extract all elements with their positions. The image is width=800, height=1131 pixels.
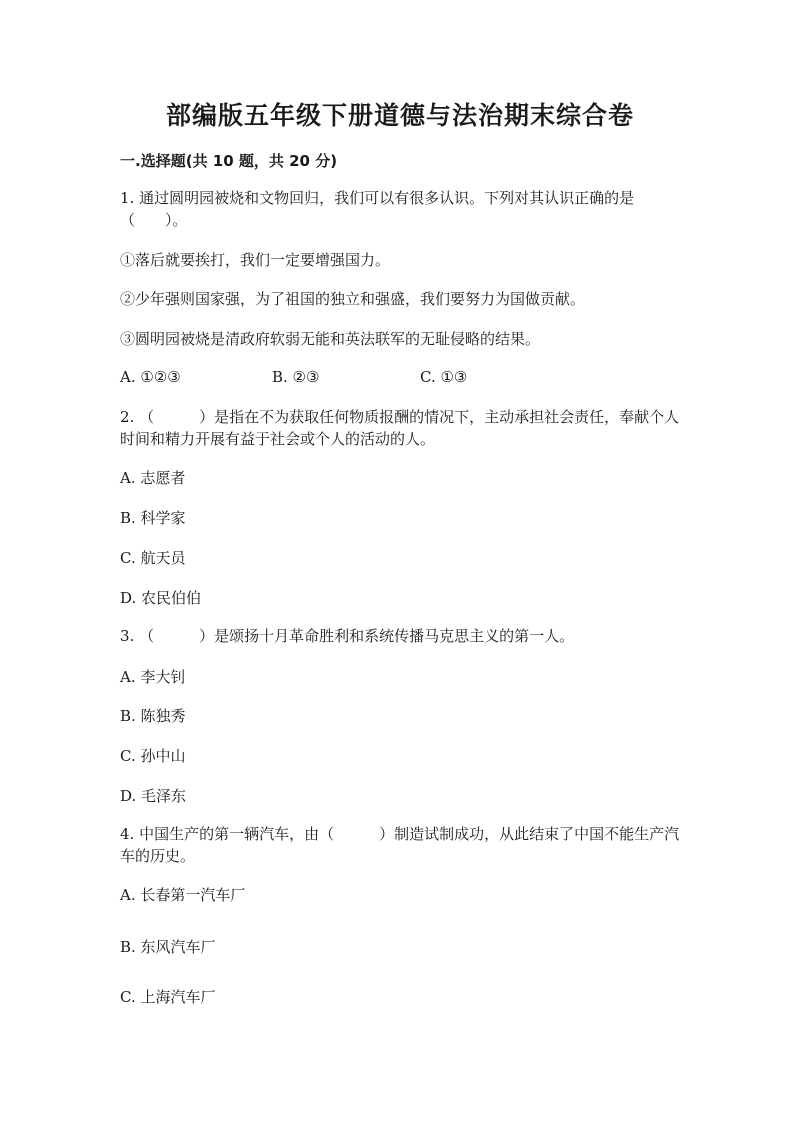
page-title: 部编版五年级下册道德与法治期末综合卷	[165, 101, 634, 130]
question-4-option-a: A. 长春第一汽车厂	[120, 886, 246, 904]
question-1-stem: 1. 通过圆明园被烧和文物回归，我们可以有很多认识。下列对其认识正确的是（ ）。	[120, 189, 635, 229]
question-1-option-a: A. ①②③	[120, 368, 181, 386]
question-1-statement-3: ③圆明园被烧是清政府软弱无能和英法联军的无耻侵略的结果。	[120, 330, 541, 348]
question-2-option-a: A. 志愿者	[120, 469, 186, 487]
question-1-statement-2: ②少年强则国家强，为了祖国的独立和强盛，我们要努力为国做贡献。	[120, 290, 586, 308]
question-3-stem: 3. （ ）是颂扬十月革命胜利和系统传播马克思主义的第一人。	[120, 627, 575, 645]
question-1-option-c: C. ①③	[420, 368, 468, 386]
question-1-statement-1: ①落后就要挨打，我们一定要增强国力。	[120, 251, 391, 269]
question-4-option-c: C. 上海汽车厂	[120, 988, 216, 1006]
question-2-option-b: B. 科学家	[120, 509, 186, 527]
question-3-option-d: D. 毛泽东	[120, 787, 187, 805]
question-2-option-d: D. 农民伯伯	[120, 589, 202, 607]
question-3-option-a: A. 李大钊	[120, 668, 186, 686]
section-heading: 一.选择题(共 10 题，共 20 分)	[120, 152, 338, 170]
question-2-option-c: C. 航天员	[120, 549, 186, 567]
question-1-option-b: B. ②③	[272, 368, 320, 386]
question-3-option-b: B. 陈独秀	[120, 707, 186, 725]
question-4-stem: 4. 中国生产的第一辆汽车，由（ ）制造试制成功，从此结束了中国不能生产汽车的历史。	[120, 825, 680, 865]
question-4-option-b: B. 东风汽车厂	[120, 938, 216, 956]
question-3-option-c: C. 孙中山	[120, 747, 186, 765]
question-2-stem: 2. （ ）是指在不为获取任何物质报酬的情况下，主动承担社会责任，奉献个人时间和精力开展有益于社会或个人的活动的人。	[120, 408, 680, 448]
